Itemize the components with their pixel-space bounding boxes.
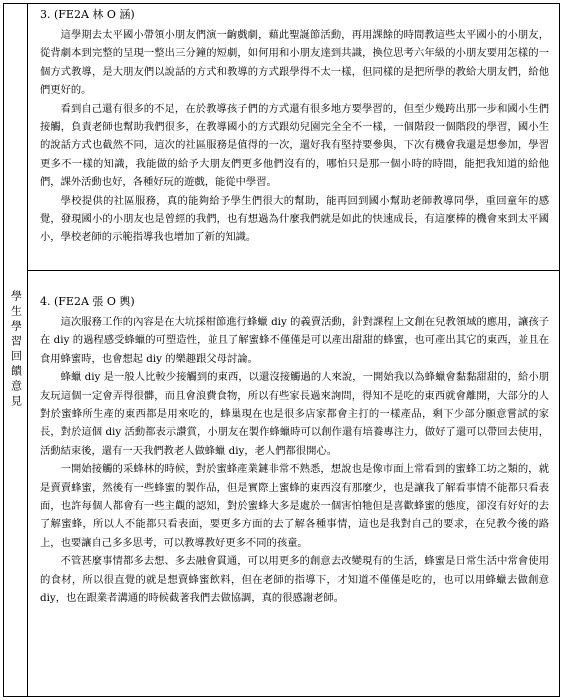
paragraph: 不管甚麼事情都多去想、多去融會貫通，可以用更多的創意去改變現有的生活，蜂蜜是日常生活中常會使用的食材，所以很直覺的就是想賣蜂蜜飲料，但在老師的指導下，才知道不僅僅是吃的，也可以用蜂蠟去做創意 diy，也在跟業者溝通的時候截著我們去做協調，真的很感謝老師。 [40,555,549,605]
entry-4 [28,271,559,696]
side-label-cell [4,4,28,696]
feedback-content [28,4,559,696]
paragraph: 蜂蠟 diy 是一般人比較少接觸到的東西，以還沒接觸過的人來說，一開始我以為蜂蠟會黏黏甜甜的，給小朋友玩這個一定會弄得很髒，而且會浪費食物，所以有些家長過來詢問，得知不是吃的東西就會離開，大部分的人對於蜜蜂所生產的東西都是用來吃的，蜂巢現在也是很多店家都會主打的一樣產品，剩下少部分願意嘗試的家長，對於這個 diy 活動都表示讚賞，小朋友在製作蜂蠟時可以創作還有培養專注力，做好了還可以帶回去使用，活動結束後，還有一天我們教老人做蜂蠟 diy，老人們都很開心。 [40,371,549,457]
side-label: 學生學習回饋意見 [9,290,23,410]
entry-3 [28,4,559,271]
paragraph: 這學期去太平國小帶領小朋友們演一齣戲劇，藉此聖誕節活動，再用課餘的時間教這些太平國小的小朋友，從背劇本到完整的呈現一整出三分鐘的短劇，如何用和小朋友達到共識，換位思考六年級的小朋友要用怎樣的一個方式教導，是大朋友們以說話的方式和教導的方式跟學得不太一樣，但同樣的是把所學的教給大朋友們，給他們更好的。 [40,29,549,97]
paragraph: 一開始接觸的采蜂林的時候，對於蜜蜂產業鏈非常不熟悉，想說也是像市面上常看到的蜜蜂工坊之類的，就是賣賣蜂蜜，然後有一些蜂蜜的製作品，但是實際上蜜蜂的東西沒有那麼少，也是讓我了解看事情不能都只看表面，也許每個人都會有一些主觀的認知，對於蜜蜂大多是處於一個害怕牠但是喜歡蜂蜜的態度，卻沒有好好的去了解蜜蜂，所以人不能都只看表面，要更多方面的去了解各種事情，這也是我對自己的要求，在兒教今後的路上，也要讓自己多多思考，可以教導教好更多不同的孩童。 [40,463,549,549]
paragraph: 這次服務工作的內容是在大坑採柑節進行蜂蠟 diy 的義賣活動，針對課程上文創在兒教領域的應用，讓孩子在 diy 的過程感受蜂蠟的可塑造性，並且了解蜜蜂不僅僅是可以產出甜甜的蜂蜜，也可產出其它的東西，並且在食用蜂蜜時，也會想起 diy 的樂趣跟父母討論。 [40,316,549,365]
paragraph: 學校提供的社區服務，真的能夠給予學生們很大的幫助，能再回到國小幫助老師教導同學，重回童年的感覺，發現國小的小朋友也是曾經的我們，也有想過為什麼我們就是如此的快速成長，有這麼棒的機會來到太平國小，學校老師的示範指導我也增加了新的知識。 [40,194,549,244]
paragraph: 看到自己還有很多的不足，在於教導孩子們的方式還有很多地方要學習的，但至少幾跨出那一步和國小生們接觸，負責老師也幫助我們很多，在教導國小的方式跟幼兒園完全全不一樣，一個階段一個階段的學習，國小生的說話方式也截然不同，這次的社區服務是值得的一次，還好我有堅持要參與，下次有機會我還是想參加，學習更多不一樣的知識，我能做的給予大朋友們更多他們沒有的，哪怕只是那一個小時的時間，能把我知道的給他們，課外活動也好，各種好玩的遊戲，能從中學習。 [40,102,549,189]
feedback-table [3,3,560,697]
entry-heading: 4. (FE2A 張 O 輿) [40,295,135,308]
entry-heading: 3. (FE2A 林 O 涵) [40,8,135,21]
